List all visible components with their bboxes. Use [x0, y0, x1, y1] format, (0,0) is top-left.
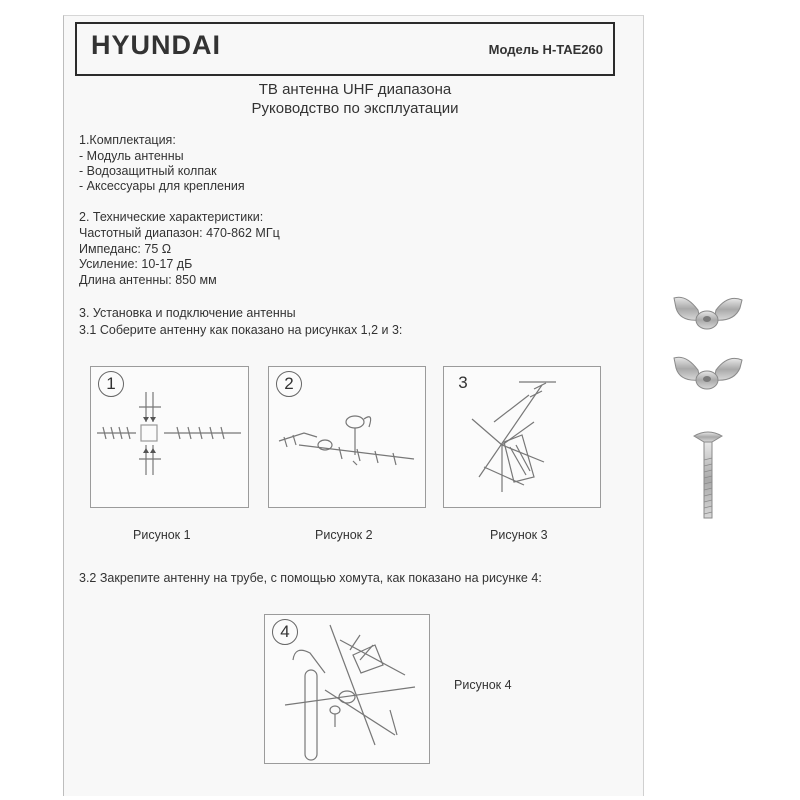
list-item: - Аксессуары для крепления: [79, 179, 245, 193]
screw-image: [690, 430, 726, 522]
header-box: [75, 22, 615, 76]
figure-3-caption: Рисунок 3: [490, 528, 548, 542]
figure-3-drawing: [444, 367, 600, 507]
figure-2: [268, 366, 426, 508]
figure-4-caption: Рисунок 4: [454, 678, 512, 692]
figure-3: [443, 366, 601, 508]
figure-4-drawing: [265, 615, 429, 763]
figure-1-caption: Рисунок 1: [133, 528, 191, 542]
figure-2-drawing: [269, 367, 425, 507]
wing-nut-image: [668, 292, 748, 336]
figure-1-drawing: [91, 367, 248, 507]
section1-heading: 1.Комплектация:: [79, 133, 176, 147]
step-3-1: 3.1 Соберите антенну как показано на рисунках 1,2 и 3:: [79, 323, 403, 337]
figure-1: [90, 366, 249, 508]
spec-impedance: Импеданс: 75 Ω: [79, 242, 172, 256]
figure-4: [264, 614, 430, 764]
spec-frequency: Частотный диапазон: 470-862 МГц: [79, 226, 280, 240]
section3-heading: 3. Установка и подключение антенны: [79, 306, 296, 320]
figure-number: 2: [276, 371, 302, 397]
step-3-2: 3.2 Закрепите антенну на трубе, с помощью хомута, как показано на рисунке 4:: [79, 571, 542, 585]
figure-2-caption: Рисунок 2: [315, 528, 373, 542]
figure-number: 4: [272, 619, 298, 645]
doc-title: ТВ антенна UHF диапазона: [258, 81, 452, 98]
list-item: - Модуль антенны: [79, 149, 184, 163]
spec-length: Длина антенны: 850 мм: [79, 273, 217, 287]
doc-subtitle: Руководство по эксплуатации: [251, 100, 459, 117]
wing-nut-image: [668, 352, 748, 396]
model-label: Модель H-TAE260: [488, 42, 603, 57]
list-item: - Водозащитный колпак: [79, 164, 217, 178]
section2-heading: 2. Технические характеристики:: [79, 210, 264, 224]
brand-logo: HYUNDAI: [91, 30, 222, 60]
figure-number: 1: [98, 371, 124, 397]
figure-number: 3: [458, 373, 468, 392]
spec-gain: Усиление: 10-17 дБ: [79, 257, 193, 271]
